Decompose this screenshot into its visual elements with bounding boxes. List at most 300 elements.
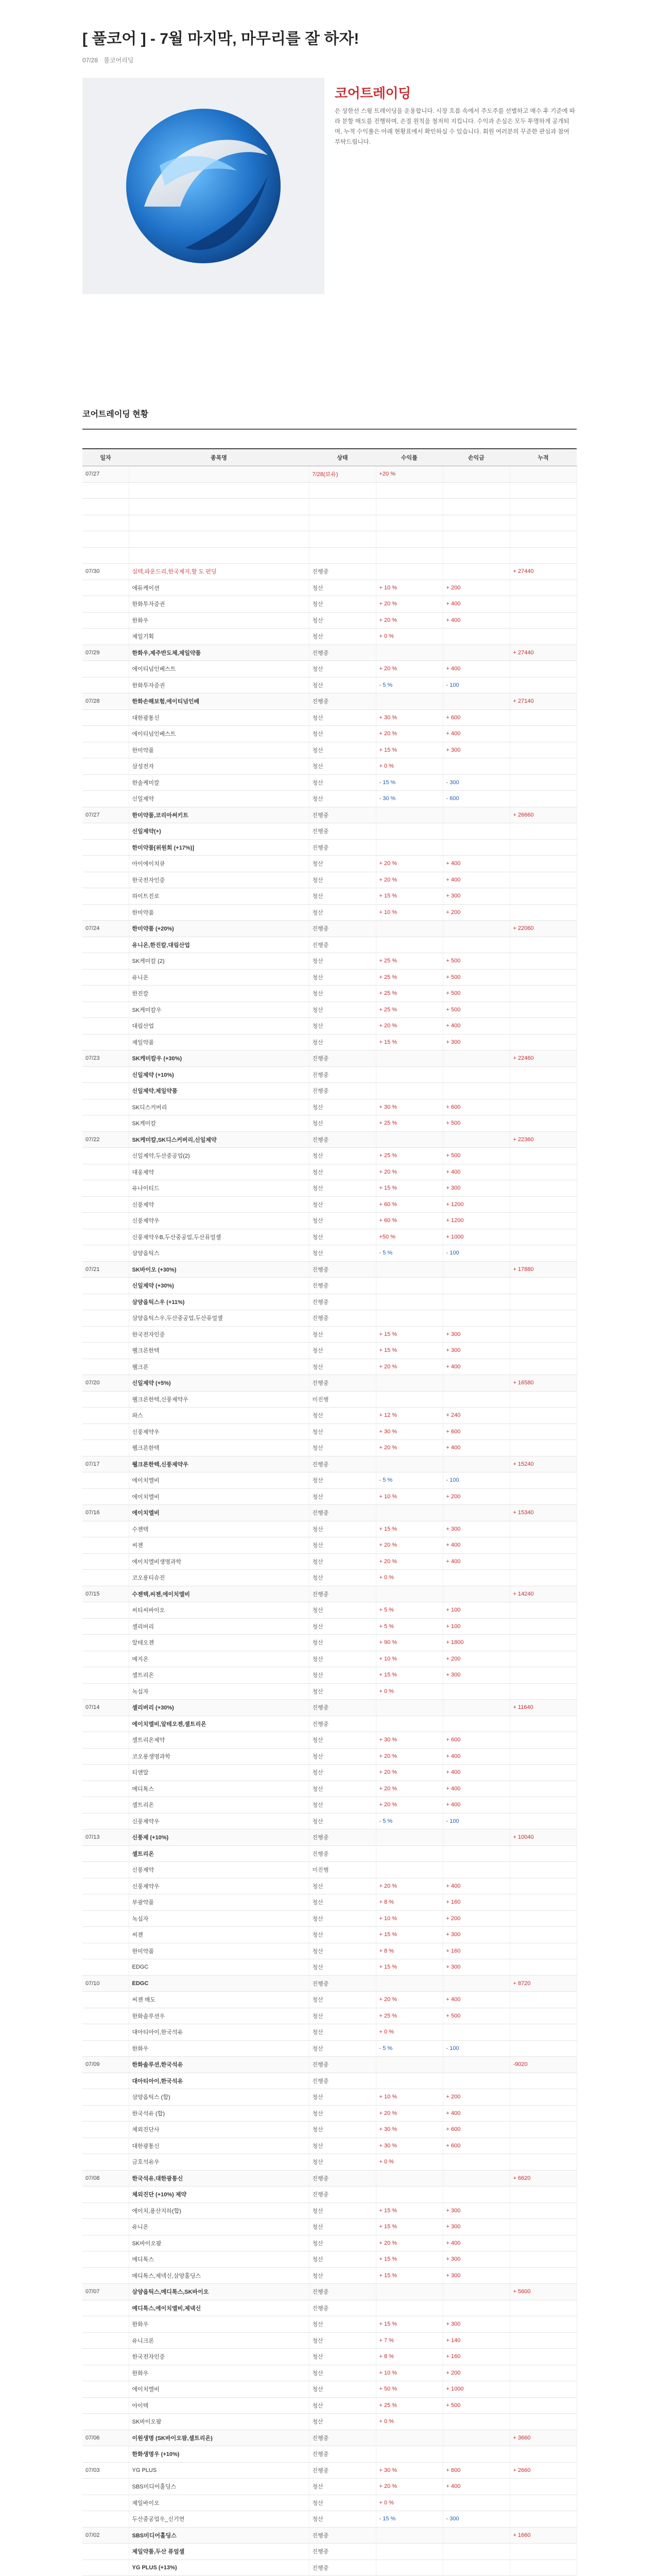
row-status: 미진행 (309, 1862, 376, 1878)
table-row (82, 2154, 577, 2171)
row-cumulative (510, 758, 577, 775)
row-status: 청산 (309, 1521, 376, 1537)
row-date (82, 1440, 129, 1456)
row-date (82, 937, 129, 953)
table-row (82, 774, 577, 791)
row-stock-name: 대아티아이,한국석유 (129, 2024, 309, 2041)
row-status: 청산 (309, 1213, 376, 1229)
row-cumulative: + 22460 (510, 1050, 577, 1067)
row-stock-name: 유니크론 (129, 2332, 309, 2349)
row-stock-name: SK바이오팜 (129, 2235, 309, 2251)
row-cumulative (510, 2089, 577, 2106)
row-stock-name: 한미약품 (+20%) (129, 921, 309, 937)
row-cumulative (510, 2219, 577, 2235)
row-return: + 30 % (376, 1099, 443, 1115)
row-cumulative: + 17880 (510, 1261, 577, 1278)
row-stock-name: 한미약품 (129, 1943, 309, 1959)
row-status: 청산 (309, 969, 376, 986)
row-date: 07/27 (82, 466, 129, 483)
row-status: 청산 (309, 1959, 376, 1976)
header-stock: 종목명 (129, 449, 309, 466)
row-pnl: + 300 (443, 2316, 510, 2333)
row-return (376, 1456, 443, 1472)
row-cumulative: + 11640 (510, 1700, 577, 1716)
row-cumulative (510, 1683, 577, 1700)
row-return: - 15 % (376, 774, 443, 791)
row-date (82, 2089, 129, 2106)
table-row (82, 839, 577, 856)
row-date (82, 1245, 129, 1262)
row-cumulative (510, 2040, 577, 2057)
row-stock-name: 신일제약(+) (129, 823, 309, 840)
row-return: + 5 % (376, 1602, 443, 1619)
row-date (82, 1553, 129, 1570)
row-status: 진행중 (309, 2073, 376, 2089)
row-status: 청산 (309, 758, 376, 775)
row-stock-name (129, 515, 309, 531)
row-date (82, 1180, 129, 1197)
row-return: + 30 % (376, 1732, 443, 1749)
row-cumulative (510, 1488, 577, 1505)
row-pnl: + 1000 (443, 1229, 510, 1245)
row-date: 07/02 (82, 2527, 129, 2544)
row-cumulative (510, 1570, 577, 1586)
row-stock-name (129, 499, 309, 515)
row-status: 진행중 (309, 1066, 376, 1083)
row-date (82, 2349, 129, 2365)
table-row (82, 1992, 577, 2008)
row-pnl: + 200 (443, 1651, 510, 1667)
header-status: 상태 (309, 449, 376, 466)
row-stock-name: 유니온 (129, 969, 309, 986)
row-stock-name: 한미약품,코리아써키트 (129, 807, 309, 823)
row-stock-name: 코오롱생명과학 (129, 1748, 309, 1765)
row-date: 07/22 (82, 1131, 129, 1148)
row-status: 청산 (309, 1423, 376, 1440)
row-stock-name: 한미약품 (129, 742, 309, 758)
row-pnl (443, 1066, 510, 1083)
row-date: 07/21 (82, 1261, 129, 1278)
row-status: 청산 (309, 1359, 376, 1375)
row-date (82, 1066, 129, 1083)
row-stock-name: 삼양옵틱스 (129, 1245, 309, 1262)
row-stock-name: 에이티넘인베스트 (129, 726, 309, 742)
row-pnl: + 400 (443, 1440, 510, 1456)
row-return: + 8 % (376, 2349, 443, 2365)
row-return (376, 1829, 443, 1846)
table-row (82, 531, 577, 548)
row-cumulative (510, 1408, 577, 1424)
row-pnl: + 300 (443, 742, 510, 758)
table-row (82, 1050, 577, 1067)
row-return (376, 2527, 443, 2544)
row-stock-name: EDGC (129, 1959, 309, 1976)
table-row (82, 2235, 577, 2251)
row-stock-name: 아이텍 (129, 2397, 309, 2414)
row-date (82, 2235, 129, 2251)
row-pnl: - 100 (443, 677, 510, 693)
table-row (82, 986, 577, 1002)
row-pnl: + 1200 (443, 1213, 510, 1229)
table-row (82, 2040, 577, 2057)
row-stock-name: 금호석유우 (129, 2154, 309, 2171)
row-cumulative (510, 969, 577, 986)
row-cumulative (510, 2495, 577, 2511)
row-stock-name: 신일제약 (+5%) (129, 1375, 309, 1392)
row-pnl: + 300 (443, 1667, 510, 1684)
row-cumulative (510, 1927, 577, 1943)
row-cumulative (510, 742, 577, 758)
table-row (82, 2122, 577, 2138)
table-row (82, 856, 577, 872)
row-status: 청산 (309, 1472, 376, 1489)
row-return: + 0 % (376, 629, 443, 645)
row-pnl (443, 1456, 510, 1472)
table-row (82, 2479, 577, 2495)
row-return: + 15 % (376, 888, 443, 905)
row-cumulative (510, 937, 577, 953)
row-date (82, 1164, 129, 1180)
row-cumulative (510, 629, 577, 645)
row-date (82, 1488, 129, 1505)
row-pnl (443, 2170, 510, 2187)
row-date (82, 1618, 129, 1635)
row-pnl (443, 515, 510, 531)
row-date (82, 856, 129, 872)
row-date (82, 677, 129, 693)
table-row (82, 645, 577, 661)
row-stock-name (129, 482, 309, 499)
row-return: + 20 % (376, 1537, 443, 1554)
table-row (82, 1131, 577, 1148)
row-status: 청산 (309, 2154, 376, 2171)
row-status: 청산 (309, 1992, 376, 2008)
row-date (82, 1343, 129, 1359)
row-cumulative: + 5600 (510, 2284, 577, 2300)
row-cumulative: + 27140 (510, 693, 577, 710)
row-pnl: + 160 (443, 1894, 510, 1911)
row-date: 07/28 (82, 693, 129, 710)
table-row (82, 2024, 577, 2041)
row-cumulative: + 16580 (510, 1375, 577, 1392)
row-cumulative (510, 677, 577, 693)
row-stock-name: 메디톡스,에이치엘비,제넥신 (129, 2300, 309, 2316)
table-row (82, 2187, 577, 2203)
row-pnl (443, 1278, 510, 1294)
row-stock-name: 유나이티드 (129, 1180, 309, 1197)
table-row (82, 1423, 577, 1440)
table-row (82, 1180, 577, 1197)
row-return (376, 937, 443, 953)
row-pnl (443, 2495, 510, 2511)
row-cumulative: + 3660 (510, 2430, 577, 2446)
row-date (82, 1002, 129, 1018)
row-cumulative (510, 1651, 577, 1667)
row-date: 07/06 (82, 2430, 129, 2446)
row-cumulative: + 14240 (510, 1586, 577, 1602)
table-row (82, 1781, 577, 1797)
hero-section (82, 78, 577, 294)
row-cumulative (510, 1278, 577, 1294)
row-cumulative (510, 596, 577, 613)
table-row (82, 466, 577, 483)
table-row (82, 2138, 577, 2154)
row-cumulative (510, 1781, 577, 1797)
row-return: + 15 % (376, 2316, 443, 2333)
row-pnl (443, 499, 510, 515)
row-return: + 25 % (376, 2008, 443, 2024)
row-stock-name: 한화투자증권 (129, 596, 309, 613)
row-pnl (443, 1683, 510, 1700)
row-cumulative (510, 2024, 577, 2041)
row-cumulative (510, 2397, 577, 2414)
table-row (82, 1602, 577, 1619)
row-date (82, 1732, 129, 1749)
row-stock-name: 에이치엘비,알테오젠,셀트리온 (129, 1716, 309, 1732)
row-pnl (443, 482, 510, 499)
row-stock-name: 심텍,파운드리,한국제지,할 도 펀딩 (129, 564, 309, 580)
row-stock-name: 파스 (129, 1408, 309, 1424)
row-pnl: + 400 (443, 1781, 510, 1797)
table-row (82, 1245, 577, 1262)
row-pnl: + 300 (443, 1521, 510, 1537)
row-stock-name: 한화손해보험,에이티넘인베 (129, 693, 309, 710)
row-stock-name: 에이치엘비생명과학 (129, 1553, 309, 1570)
row-pnl: + 300 (443, 1180, 510, 1197)
row-return: + 20 % (376, 1992, 443, 2008)
row-status: 청산 (309, 953, 376, 970)
row-pnl: + 600 (443, 709, 510, 726)
row-return: + 0 % (376, 2414, 443, 2430)
row-return: + 20 % (376, 1164, 443, 1180)
row-date (82, 2073, 129, 2089)
row-cumulative (510, 466, 577, 483)
row-date (82, 596, 129, 613)
row-stock-name: 신풍제약 (129, 1862, 309, 1878)
row-cumulative (510, 1115, 577, 1132)
table-row (82, 1586, 577, 1602)
row-status: 청산 (309, 2332, 376, 2349)
row-return: + 15 % (376, 2251, 443, 2268)
row-stock-name: 웰크론한텍,신풍제약우 (129, 1456, 309, 1472)
row-cumulative (510, 1910, 577, 1927)
row-cumulative (510, 2267, 577, 2284)
row-cumulative (510, 1748, 577, 1765)
row-date (82, 612, 129, 629)
table-row (82, 661, 577, 677)
row-cumulative (510, 904, 577, 921)
row-pnl: + 400 (443, 1797, 510, 1814)
row-status: 진행중 (309, 1456, 376, 1472)
row-stock-name: 신일제약 (129, 791, 309, 807)
row-stock-name: 신풍제약우 (129, 1878, 309, 1894)
row-pnl (443, 693, 510, 710)
row-return: + 20 % (376, 2235, 443, 2251)
row-pnl: + 1800 (443, 1635, 510, 1651)
post-title: [ 풀코어 ] - 7월 마지막, 마무리를 잘 하자! (82, 30, 359, 47)
row-cumulative (510, 2154, 577, 2171)
row-return (376, 499, 443, 515)
row-status (309, 499, 376, 515)
row-stock-name: 셀트리온 (129, 1797, 309, 1814)
row-status: 7/28(보유) (309, 466, 376, 483)
row-status (309, 547, 376, 564)
row-stock-name: EDGC (129, 1975, 309, 1992)
row-stock-name: 제일바이오 (129, 2495, 309, 2511)
row-status: 청산 (309, 1148, 376, 1164)
row-return: + 0 % (376, 758, 443, 775)
row-pnl: + 300 (443, 2219, 510, 2235)
row-stock-name: 셀트리온제약 (129, 1732, 309, 1749)
table-row (82, 1196, 577, 1213)
row-stock-name: 한국전자인증 (129, 2349, 309, 2365)
row-cumulative (510, 1148, 577, 1164)
table-row (82, 2495, 577, 2511)
row-status: 진행중 (309, 839, 376, 856)
row-stock-name: 한화우 (129, 2040, 309, 2057)
row-stock-name (129, 466, 309, 483)
row-return: + 8 % (376, 1894, 443, 1911)
row-stock-name: 대한광통신 (129, 709, 309, 726)
table-row (82, 937, 577, 953)
row-return: + 20 % (376, 1359, 443, 1375)
row-cumulative (510, 1878, 577, 1894)
row-cumulative (510, 2105, 577, 2122)
row-date (82, 1765, 129, 1781)
row-stock-name: 한미약품 (129, 904, 309, 921)
row-status: 진행중 (309, 1261, 376, 1278)
row-stock-name: 대림산업 (129, 1018, 309, 1035)
row-cumulative (510, 1196, 577, 1213)
table-row (82, 1375, 577, 1392)
row-cumulative (510, 1083, 577, 1099)
row-return: + 60 % (376, 1213, 443, 1229)
row-cumulative (510, 2138, 577, 2154)
row-pnl (443, 807, 510, 823)
row-status: 진행중 (309, 1716, 376, 1732)
table-row (82, 1391, 577, 1408)
row-return: + 15 % (376, 1927, 443, 1943)
header-pnl: 손익금 (443, 449, 510, 466)
table-row (82, 596, 577, 613)
row-pnl: + 400 (443, 856, 510, 872)
row-return: + 15 % (376, 1034, 443, 1050)
row-date (82, 758, 129, 775)
row-cumulative (510, 888, 577, 905)
row-status: 청산 (309, 2414, 376, 2430)
row-stock-name: 대웅제약 (129, 1164, 309, 1180)
row-status: 청산 (309, 2089, 376, 2106)
row-cumulative (510, 547, 577, 564)
row-pnl: + 500 (443, 953, 510, 970)
row-cumulative (510, 1326, 577, 1343)
row-status: 청산 (309, 1894, 376, 1911)
row-status: 청산 (309, 1635, 376, 1651)
row-return (376, 531, 443, 548)
row-status: 청산 (309, 872, 376, 888)
table-row (82, 2527, 577, 2544)
row-date (82, 2479, 129, 2495)
row-stock-name: SK케미칼우 (+30%) (129, 1050, 309, 1067)
row-date (82, 1862, 129, 1878)
row-pnl (443, 1570, 510, 1586)
row-return (376, 2446, 443, 2463)
row-stock-name: SBS미디어홀딩스 (129, 2479, 309, 2495)
row-status: 청산 (309, 904, 376, 921)
table-row (82, 2397, 577, 2414)
row-stock-name: 한솔케미칼 (129, 774, 309, 791)
row-return: + 0 % (376, 1683, 443, 1700)
row-stock-name: 메디톡스,제넥신,삼양홀딩스 (129, 2267, 309, 2284)
row-date (82, 2414, 129, 2430)
row-date (82, 1521, 129, 1537)
table-row (82, 904, 577, 921)
row-stock-name: 웰크론 (129, 1359, 309, 1375)
row-status: 청산 (309, 1002, 376, 1018)
row-status: 진행중 (309, 2284, 376, 2300)
row-date (82, 2154, 129, 2171)
post-author[interactable]: 풀코어리딩 (103, 57, 134, 64)
row-status: 진행중 (309, 1050, 376, 1067)
row-date (82, 1423, 129, 1440)
row-cumulative (510, 774, 577, 791)
row-status: 청산 (309, 1553, 376, 1570)
table-row (82, 547, 577, 564)
row-pnl: + 400 (443, 872, 510, 888)
row-date (82, 2381, 129, 2398)
row-status: 청산 (309, 2511, 376, 2528)
row-status: 진행중 (309, 1700, 376, 1716)
table-row (82, 677, 577, 693)
row-return (376, 1050, 443, 1067)
table-row (82, 2446, 577, 2463)
table-row (82, 1148, 577, 1164)
row-date (82, 1391, 129, 1408)
row-cumulative (510, 1635, 577, 1651)
row-stock-name: 한화솔루션,한국석유 (129, 2057, 309, 2073)
row-cumulative (510, 856, 577, 872)
row-date (82, 839, 129, 856)
row-pnl (443, 1862, 510, 1878)
row-pnl: + 500 (443, 986, 510, 1002)
row-status: 청산 (309, 742, 376, 758)
row-status: 청산 (309, 1651, 376, 1667)
row-stock-name: 코오롱티슈진 (129, 1570, 309, 1586)
row-return: + 20 % (376, 1797, 443, 1814)
row-date (82, 2365, 129, 2381)
row-date (82, 1635, 129, 1651)
row-cumulative (510, 2316, 577, 2333)
table-row (82, 1343, 577, 1359)
row-stock-name: 셀리버리 (+30%) (129, 1700, 309, 1716)
row-status: 진행중 (309, 1975, 376, 1992)
row-cumulative (510, 2479, 577, 2495)
row-stock-name: 신일제약,제일약품 (129, 1083, 309, 1099)
row-stock-name: 제일약품,두산 퓨얼셀 (129, 2544, 309, 2560)
row-date (82, 1781, 129, 1797)
table-row (82, 1472, 577, 1489)
row-pnl: - 100 (443, 1813, 510, 1829)
row-return: + 0 % (376, 2495, 443, 2511)
row-cumulative (510, 1164, 577, 1180)
row-pnl: + 300 (443, 888, 510, 905)
row-pnl: + 100 (443, 1602, 510, 1619)
row-status: 진행중 (309, 2446, 376, 2463)
row-date (82, 986, 129, 1002)
row-date (82, 1845, 129, 1862)
table-row (82, 888, 577, 905)
row-date (82, 1910, 129, 1927)
